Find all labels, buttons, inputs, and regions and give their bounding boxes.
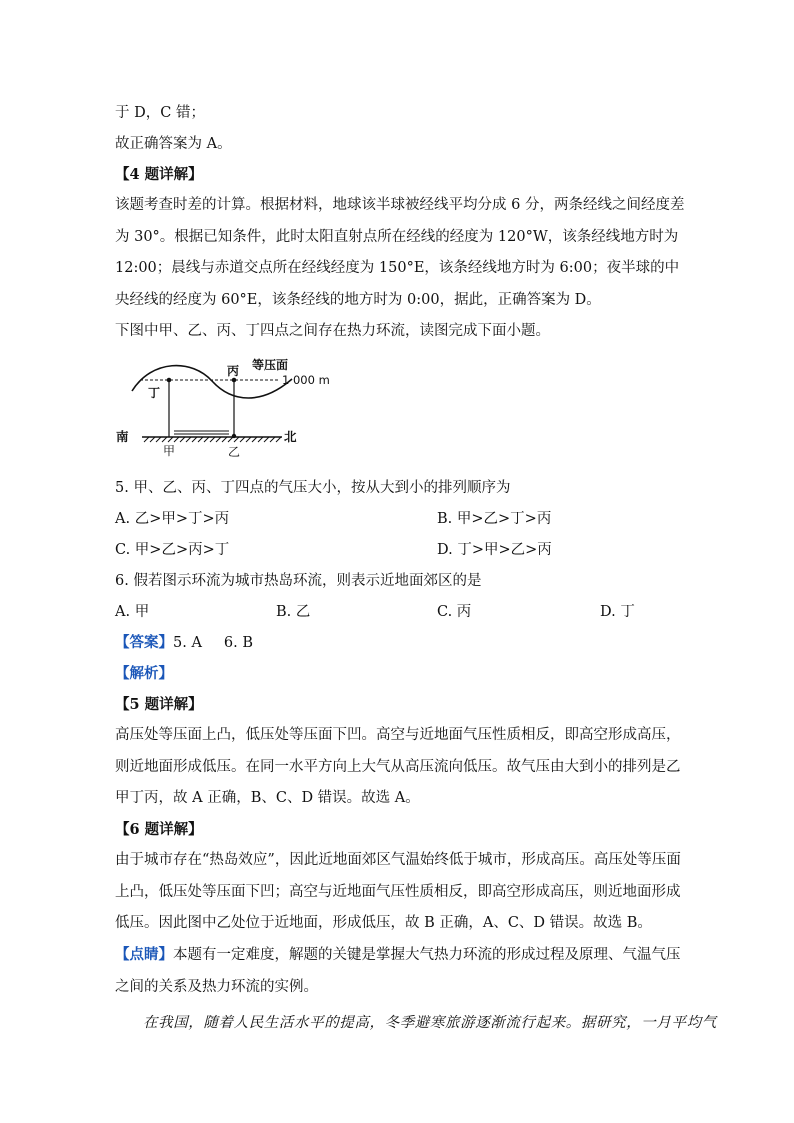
q6-option-d: D. 丁 xyxy=(600,604,635,620)
q6-stem: 6. 假若图示环流为城市热岛环流，则表示近地面郊区的是 xyxy=(115,573,482,589)
text-line-1: 于 D，C 错； xyxy=(115,105,205,121)
label-north: 北 xyxy=(284,429,297,444)
q5-detail-heading: 【5 题详解】 xyxy=(115,696,203,713)
q6-option-c: C. 丙 xyxy=(437,604,472,620)
q6-detail-heading: 【6 题详解】 xyxy=(115,821,203,838)
label-isobar: 等压面 xyxy=(252,358,289,372)
answer-line xyxy=(115,633,253,653)
note-body: 本题有一定难度，解题的关键是掌握大气热力环流的形成过程及原理、气温气压之间的关系及热力环流的实例。 xyxy=(115,947,681,995)
point-yi-dot xyxy=(232,434,236,438)
label-jia: 甲 xyxy=(163,444,176,458)
q5-option-b: B. 甲>乙>丁>丙 xyxy=(437,511,552,527)
answer-5: 5. A xyxy=(173,635,202,651)
q5-detail-paragraph: 高压处等压面上凸，低压处等压面下凹。高空与近地面气压性质相反，即高空形成高压，则近地面形成低压。在同一水平方向上大气从高压流向低压。故气压由大到小的排列是乙甲丁丙，故 A 正确，B、C、D 错误。故选 A。 xyxy=(115,727,681,806)
label-south: 南 xyxy=(116,429,129,444)
answer-label: 【答案】 xyxy=(115,634,173,651)
q5-option-a: A. 乙>甲>丁>丙 xyxy=(115,511,230,527)
analysis-label: 【解析】 xyxy=(115,665,173,682)
label-height: 1 000 m xyxy=(282,373,330,387)
q6-option-b: B. 乙 xyxy=(276,604,311,620)
ground-hatching xyxy=(144,437,281,442)
note-paragraph xyxy=(115,939,685,1003)
note-label: 【点睛】 xyxy=(115,946,173,963)
label-bing: 丙 xyxy=(227,364,240,378)
text-line-2: 故正确答案为 A。 xyxy=(115,136,232,152)
figure-intro: 下图中甲、乙、丙、丁四点之间存在热力环流，读图完成下面小题。 xyxy=(115,323,550,339)
q5-stem: 5. 甲、乙、丙、丁四点的气压大小，按从大到小的排列顺序为 xyxy=(115,480,511,496)
q5-option-d: D. 丁>甲>乙>丙 xyxy=(437,542,552,558)
thermal-circulation-figure xyxy=(112,355,330,460)
label-ding: 丁 xyxy=(148,386,161,400)
next-passage-line: 在我国，随着人民生活水平的提高，冬季避寒旅游逐渐流行起来。据研究，一月平均气 xyxy=(143,1015,717,1031)
q6-detail-paragraph: 由于城市存在“热岛效应”，因此近地面郊区气温始终低于城市，形成高压。高压处等压面上凸，低压处等压面下凹；高空与近地面气压性质相反，即高空形成高压，则近地面形成低压。因此图中乙处位于近地面，形成低压，故 B 正确，A、C、D 错误。故选 B。 xyxy=(115,852,681,931)
q6-option-a: A. 甲 xyxy=(115,604,150,620)
q4-detail-heading: 【4 题详解】 xyxy=(115,166,203,183)
q5-option-c: C. 甲>乙>丙>丁 xyxy=(115,542,230,558)
label-yi: 乙 xyxy=(228,445,241,459)
q4-detail-paragraph: 该题考查时差的计算。根据材料，地球该半球被经线平均分成 6 分，两条经线之间经度差为 30°。根据已知条件，此时太阳直射点所在经线的经度为 120°W，该条经线地方时为 12:00；晨线与赤道交点所在经线经度为 150°E，该条经线地方时为 6:00；夜半球的中央经线的经度为 60°E，该条经线的地方时为 0:00，据此，正确答案为 D。 xyxy=(115,197,685,308)
answer-6: 6. B xyxy=(223,635,254,651)
